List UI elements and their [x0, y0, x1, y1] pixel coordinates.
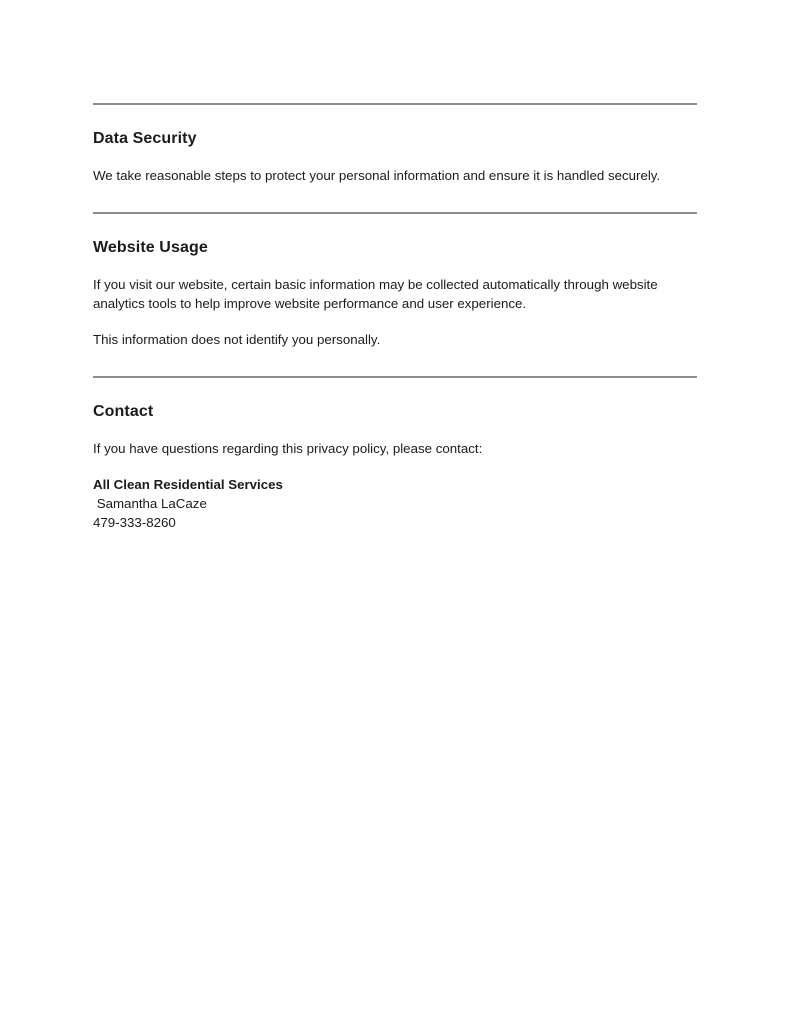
section-divider	[93, 103, 697, 105]
section-paragraph: We take reasonable steps to protect your personal information and ensure it is handled securely.	[93, 168, 661, 183]
section-divider	[93, 212, 697, 214]
section-data-security	[93, 103, 697, 185]
section-paragraph: This information does not identify you personally.	[93, 332, 381, 347]
contact-phone: 479-333-8260	[93, 515, 176, 530]
section-heading: Data Security	[93, 130, 197, 147]
contact-company: All Clean Residential Services	[93, 477, 283, 492]
section-paragraph: If you have questions regarding this privacy policy, please contact:	[93, 441, 483, 456]
document-content	[0, 0, 697, 532]
section-contact	[93, 376, 697, 532]
contact-block	[93, 475, 697, 532]
section-divider	[93, 376, 697, 378]
section-paragraph: If you visit our website, certain basic information may be collected automatically through website analytics tools to help improve website performance and user experience.	[93, 277, 658, 311]
contact-name: Samantha LaCaze	[93, 496, 207, 511]
section-website-usage	[93, 212, 697, 349]
section-heading: Contact	[93, 403, 154, 420]
section-heading: Website Usage	[93, 239, 208, 256]
